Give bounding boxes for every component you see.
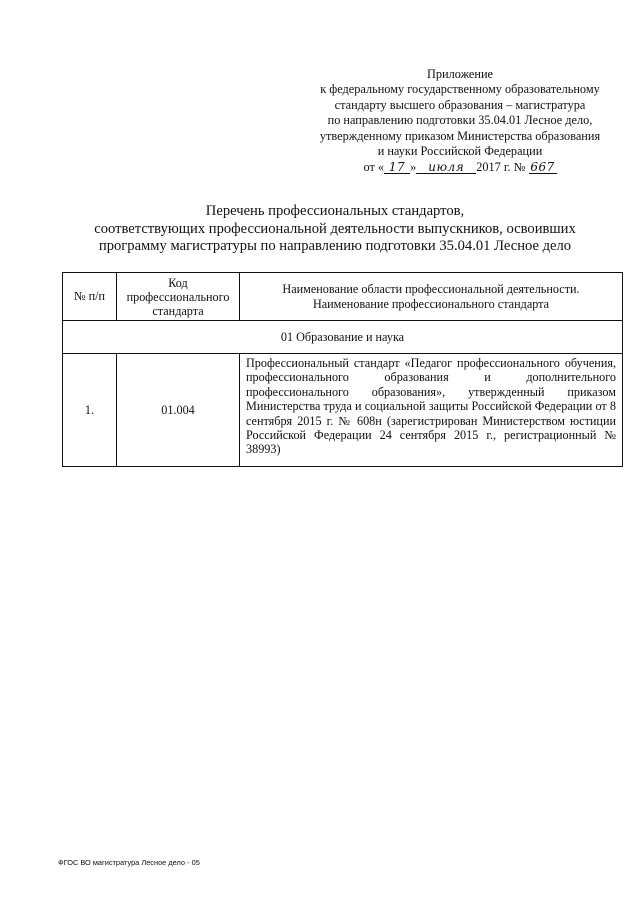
order-year: 2017 г. № — [476, 160, 526, 175]
title-line: Перечень профессиональных стандартов, — [205, 203, 465, 219]
header-code-line: стандарта — [152, 303, 204, 318]
appendix-heading: Приложение — [427, 67, 493, 81]
appendix-line: и науки Российской Федерации — [377, 144, 543, 159]
appendix-block — [300, 67, 620, 176]
appendix-line: утвержденному приказом Министерства образования — [319, 128, 601, 143]
date-prefix: от « — [363, 160, 385, 175]
order-month: июля — [416, 161, 476, 174]
title-line: соответствующих профессиональной деятельности выпускников, освоивших — [94, 220, 576, 237]
header-code-line: Код — [168, 275, 188, 290]
appendix-line: стандарту высшего образования – магистратура — [334, 97, 586, 112]
header-name-line: Наименование области профессиональной деятельности. — [282, 282, 580, 297]
header-code-line: профессионального — [126, 289, 230, 304]
row-description: Профессиональный стандарт «Педагог профессионального обучения, профессионального образования и дополнительного профессионального образования», утвержденный приказом Министерства труда и социальной защиты Российской Федерации от 8 сентября 2015 г. № 608н (зарегистрирован Министерством юстиции Российской Федерации 24 сентября 2015 г., регистрационный № 38993) — [240, 354, 623, 467]
table-row — [63, 354, 623, 467]
title-line: программу магистратуры по направлению подготовки 35.04.01 Лесное дело — [98, 238, 572, 254]
section-row — [63, 321, 623, 354]
row-code: 01.004 — [117, 354, 240, 467]
row-number: 1. — [63, 354, 117, 467]
section-title: 01 Образование и наука — [63, 321, 623, 354]
appendix-line: по направлению подготовки 35.04.01 Лесное дело, — [327, 113, 593, 128]
appendix-line: к федеральному государственному образовательному — [320, 82, 600, 97]
header-name-line: Наименование профессионального стандарта — [312, 296, 550, 311]
date-close: » — [410, 160, 417, 175]
header-name — [240, 273, 623, 321]
order-number: 667 — [530, 160, 555, 175]
header-code — [117, 273, 240, 321]
table-header-row — [63, 273, 623, 321]
order-date-line — [300, 160, 620, 175]
standards-table — [62, 272, 623, 467]
header-number: № п/п — [63, 273, 117, 321]
document-title — [40, 203, 630, 256]
page-footer: ФГОС ВО магистратура Лесное дело - 05 — [58, 858, 200, 867]
order-day: 17 — [384, 161, 410, 174]
